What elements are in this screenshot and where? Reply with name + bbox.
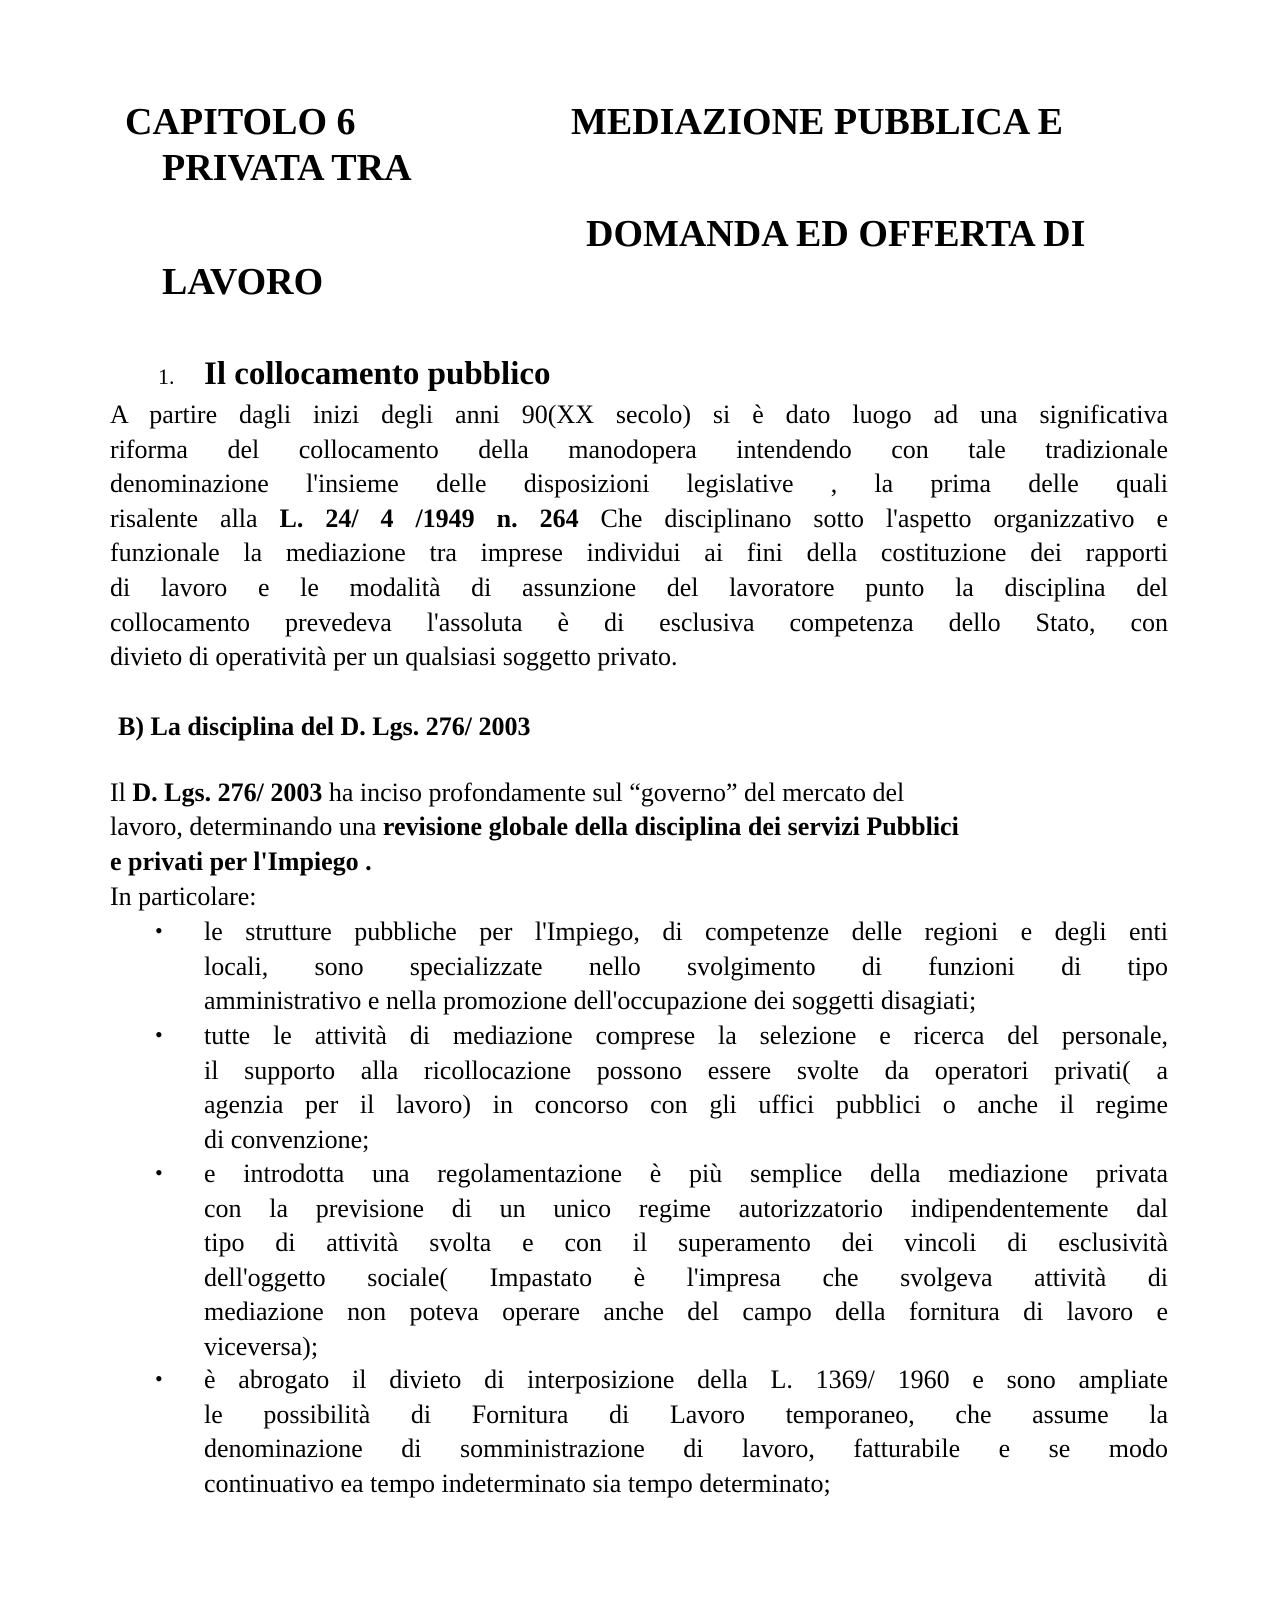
bullet-line: mediazione non poteva operare anche del campo della fornitura di lavoro e	[204, 1297, 1168, 1327]
section-heading-b: B) La disciplina del D. Lgs. 276/ 2003	[118, 712, 531, 741]
paragraph-text: Che disciplinano sotto l'aspetto organizzativo e	[578, 503, 1168, 533]
bullet-marker: •	[155, 1022, 163, 1047]
bullet-line: amministrativo e nella promozione dell'occupazione dei soggetti disagiati;	[204, 986, 977, 1016]
bullet-line: locali, sono specializzate nello svolgimento di funzioni di tipo	[204, 951, 1168, 981]
bullet-line: con la previsione di un unico regime autorizzatorio indipendentemente dal	[204, 1193, 1168, 1223]
bullet-line: le strutture pubbliche per l'Impiego, di competenze delle regioni e degli enti	[204, 917, 1168, 946]
bullet-line: tutte le attività di mediazione comprese la selezione e ricerca del personale,	[204, 1021, 1168, 1050]
paragraph-text: risalente alla	[110, 503, 280, 533]
intro-text: Il	[110, 778, 133, 807]
intro-line-2	[110, 810, 959, 845]
intro-emphasis: revisione globale della disciplina dei servizi Pubblici	[382, 812, 959, 841]
bullet-line: le possibilità di Fornitura di Lavoro temporaneo, che assume la	[204, 1399, 1168, 1429]
intro-line-3	[110, 845, 372, 880]
bullet-line: il supporto alla ricollocazione possono essere svolte da operatori privati( a	[204, 1055, 1168, 1085]
bullet-marker: •	[155, 918, 163, 943]
bullet-item-4	[204, 1363, 1168, 1501]
section-heading-1	[158, 356, 551, 393]
law-reference: D. Lgs. 276/ 2003	[132, 778, 323, 807]
bullet-marker: •	[155, 1366, 163, 1391]
paragraph-line: collocamento prevedeva l'assoluta è di esclusiva competenza dello Stato, con	[110, 607, 1168, 637]
bullet-line: è abrogato il divieto di interposizione della L. 1369/ 1960 e sono ampliate	[204, 1365, 1168, 1394]
chapter-title-right: MEDIAZIONE PUBBLICA E	[571, 101, 1063, 143]
section-title: Il collocamento pubblico	[204, 356, 551, 392]
bullet-marker: •	[155, 1160, 163, 1185]
intro-emphasis: e privati per l'Impiego .	[110, 847, 372, 876]
bullet-line: agenzia per il lavoro) in concorso con gli uffici pubblici o anche il regime	[204, 1090, 1168, 1120]
intro-line-1	[110, 776, 904, 811]
paragraph-line	[110, 502, 1168, 537]
bullet-item-1	[204, 915, 1168, 1019]
paragraph-line: A partire dagli inizi degli anni 90(XX secolo) si è dato luogo ad una significativa	[110, 400, 1168, 429]
chapter-title-line2: PRIVATA TRA	[162, 147, 412, 189]
paragraph-line: funzionale la mediazione tra imprese individui ai fini della costituzione dei rapporti	[110, 538, 1168, 568]
bullet-line: tipo di attività svolta e con il superamento dei vincoli di esclusività	[204, 1228, 1168, 1258]
bullet-item-2	[204, 1019, 1168, 1157]
bullet-line: dell'oggetto sociale( Impastato è l'impresa che svolgeva attività di	[204, 1262, 1168, 1292]
bullet-line: e introdotta una regolamentazione è più semplice della mediazione privata	[204, 1159, 1168, 1188]
intro-text: lavoro, determinando una	[110, 812, 383, 841]
paragraph-line: divieto di operatività per un qualsiasi soggetto privato.	[110, 642, 678, 672]
bullet-line: denominazione di somministrazione di lavoro, fatturabile e se modo	[204, 1434, 1168, 1464]
lead-text: In particolare:	[110, 882, 257, 911]
intro-text: ha inciso profondamente sul “governo” del mercato del	[322, 778, 905, 807]
bullet-item-3	[204, 1157, 1168, 1365]
chapter-title-line3: DOMANDA ED OFFERTA DI	[586, 213, 1086, 255]
paragraph-line: riforma del collocamento della manodopera intendendo con tale tradizionale	[110, 434, 1168, 464]
chapter-title-left: CAPITOLO 6	[125, 101, 356, 143]
paragraph-line: di lavoro e le modalità di assunzione del lavoratore punto la disciplina del	[110, 572, 1168, 602]
section1-paragraph	[110, 398, 1168, 675]
bullet-line: di convenzione;	[204, 1124, 370, 1154]
chapter-title-line4: LAVORO	[162, 261, 324, 303]
section-number: 1.	[158, 364, 175, 389]
paragraph-line: denominazione l'insieme delle disposizioni legislative , la prima delle quali	[110, 469, 1168, 499]
law-reference: L. 24/ 4 /1949 n. 264	[279, 503, 579, 533]
bullet-line: continuativo ea tempo indeterminato sia tempo determinato;	[204, 1468, 831, 1498]
bullet-line: viceversa);	[204, 1331, 319, 1361]
